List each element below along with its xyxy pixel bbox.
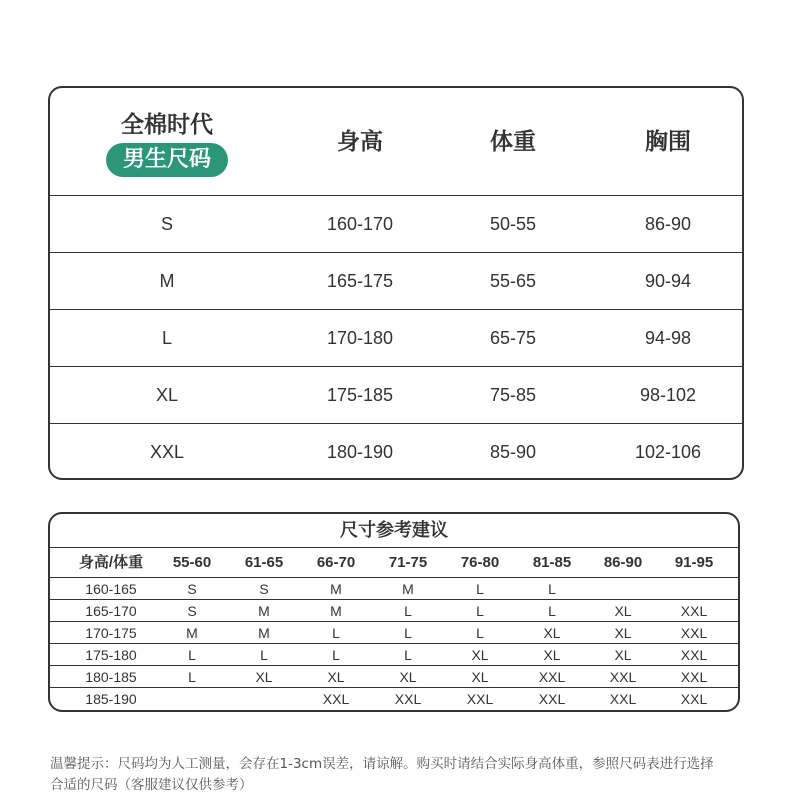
size-chart-header (50, 88, 742, 196)
size-row (50, 310, 742, 367)
size-note (50, 754, 750, 793)
note-line-2: 合适的尺码（客服建议仅供参考） (50, 777, 253, 793)
recommendation-row (50, 600, 738, 622)
recommended-size: XL (543, 625, 561, 641)
height-range: 165-175 (326, 271, 394, 291)
chest-range: 94-98 (644, 328, 692, 348)
brand-block (50, 88, 284, 196)
recommended-size: XXL (609, 669, 637, 685)
mens-size-badge: 男生尺码 (106, 143, 228, 177)
row-height-range: 160-165 (85, 581, 137, 597)
recommended-size: XL (255, 669, 273, 685)
recommended-size: L (188, 647, 196, 663)
recommended-size (156, 688, 228, 710)
recommended-size: M (186, 625, 198, 641)
recommended-size: XXL (322, 691, 350, 707)
weight-range: 50-55 (489, 214, 537, 234)
recommended-size: XXL (394, 691, 422, 707)
header-weight-range: 91-95 (674, 554, 714, 571)
recommended-size: XXL (680, 647, 708, 663)
brand-title: 全棉时代 (121, 112, 213, 138)
recommended-size: L (404, 625, 412, 641)
header-weight-range: 66-70 (316, 554, 356, 571)
row-height-range: 165-170 (85, 603, 137, 619)
recommended-size: S (259, 581, 269, 597)
recommended-size: S (187, 603, 197, 619)
recommended-size: L (332, 647, 340, 663)
row-height-range: 170-175 (85, 625, 137, 641)
recommendation-row (50, 688, 738, 710)
size-recommendation-table (48, 512, 740, 712)
height-range: 160-170 (326, 214, 394, 234)
recommended-size (228, 688, 300, 710)
row-height-range: 180-185 (85, 669, 137, 685)
recommended-size: M (330, 581, 342, 597)
size-label: M (159, 271, 175, 291)
recommended-size: M (258, 603, 270, 619)
column-header-height: 身高 (337, 129, 383, 155)
recommendation-title: 尺寸参考建议 (50, 514, 738, 548)
chest-range: 90-94 (644, 271, 692, 291)
size-label: S (160, 214, 173, 234)
recommendation-row (50, 666, 738, 688)
chest-range: 102-106 (634, 442, 702, 462)
recommended-size: L (332, 625, 340, 641)
recommended-size: XXL (680, 603, 708, 619)
recommended-size: L (404, 603, 412, 619)
recommendation-header-row (50, 548, 738, 578)
recommended-size: XXL (538, 691, 566, 707)
recommended-size: XL (614, 603, 632, 619)
size-label: XXL (149, 442, 185, 462)
recommended-size: S (187, 581, 197, 597)
recommended-size: XL (399, 669, 417, 685)
recommendation-row (50, 578, 738, 600)
recommended-size: L (260, 647, 268, 663)
recommended-size (588, 578, 658, 600)
recommended-size: XXL (680, 625, 708, 641)
chest-range: 86-90 (644, 214, 692, 234)
recommended-size: XXL (609, 691, 637, 707)
recommended-size: M (258, 625, 270, 641)
column-header-weight: 体重 (490, 129, 536, 155)
size-row (50, 424, 742, 480)
header-weight-range: 76-80 (460, 554, 500, 571)
recommended-size: XL (614, 625, 632, 641)
height-range: 180-190 (326, 442, 394, 462)
recommended-size: L (476, 603, 484, 619)
recommended-size: XL (327, 669, 345, 685)
size-chart-table (48, 86, 744, 480)
weight-range: 65-75 (489, 328, 537, 348)
weight-range: 55-65 (489, 271, 537, 291)
recommended-size: L (548, 603, 556, 619)
size-row (50, 253, 742, 310)
recommended-size: XXL (680, 691, 708, 707)
recommended-size: XL (471, 647, 489, 663)
header-weight-range: 81-85 (532, 554, 572, 571)
height-range: 175-185 (326, 385, 394, 405)
recommended-size: XL (471, 669, 489, 685)
column-header-chest: 胸围 (645, 129, 691, 155)
weight-range: 75-85 (489, 385, 537, 405)
size-row (50, 367, 742, 424)
size-row (50, 196, 742, 253)
recommendation-row (50, 622, 738, 644)
recommended-size: L (476, 581, 484, 597)
recommended-size: XL (614, 647, 632, 663)
recommended-size: L (188, 669, 196, 685)
height-range: 170-180 (326, 328, 394, 348)
recommendation-rows (50, 578, 738, 710)
recommendation-row (50, 644, 738, 666)
recommended-size: L (404, 647, 412, 663)
header-weight-range: 71-75 (388, 554, 428, 571)
weight-range: 85-90 (489, 442, 537, 462)
recommended-size: L (548, 581, 556, 597)
row-height-range: 175-180 (85, 647, 137, 663)
recommended-size: XXL (680, 669, 708, 685)
row-height-range: 185-190 (85, 691, 137, 707)
chest-range: 98-102 (639, 385, 697, 405)
note-line-1: 温馨提示：尺码均为人工测量，会存在1-3cm误差，请谅解。购买时请结合实际身高体重，参照尺码表进行选择 (50, 756, 714, 772)
recommended-size: XXL (466, 691, 494, 707)
size-label: XL (155, 385, 179, 405)
header-weight-range: 55-60 (172, 554, 212, 571)
recommended-size: M (402, 581, 414, 597)
recommended-size: XL (543, 647, 561, 663)
recommended-size: M (330, 603, 342, 619)
size-label: L (161, 328, 172, 348)
recommended-size: XXL (538, 669, 566, 685)
header-weight-range: 61-65 (244, 554, 284, 571)
header-weight-range: 86-90 (603, 554, 643, 571)
recommended-size: L (476, 625, 484, 641)
recommended-size (658, 578, 730, 600)
header-height-weight: 身高/体重 (78, 554, 144, 571)
